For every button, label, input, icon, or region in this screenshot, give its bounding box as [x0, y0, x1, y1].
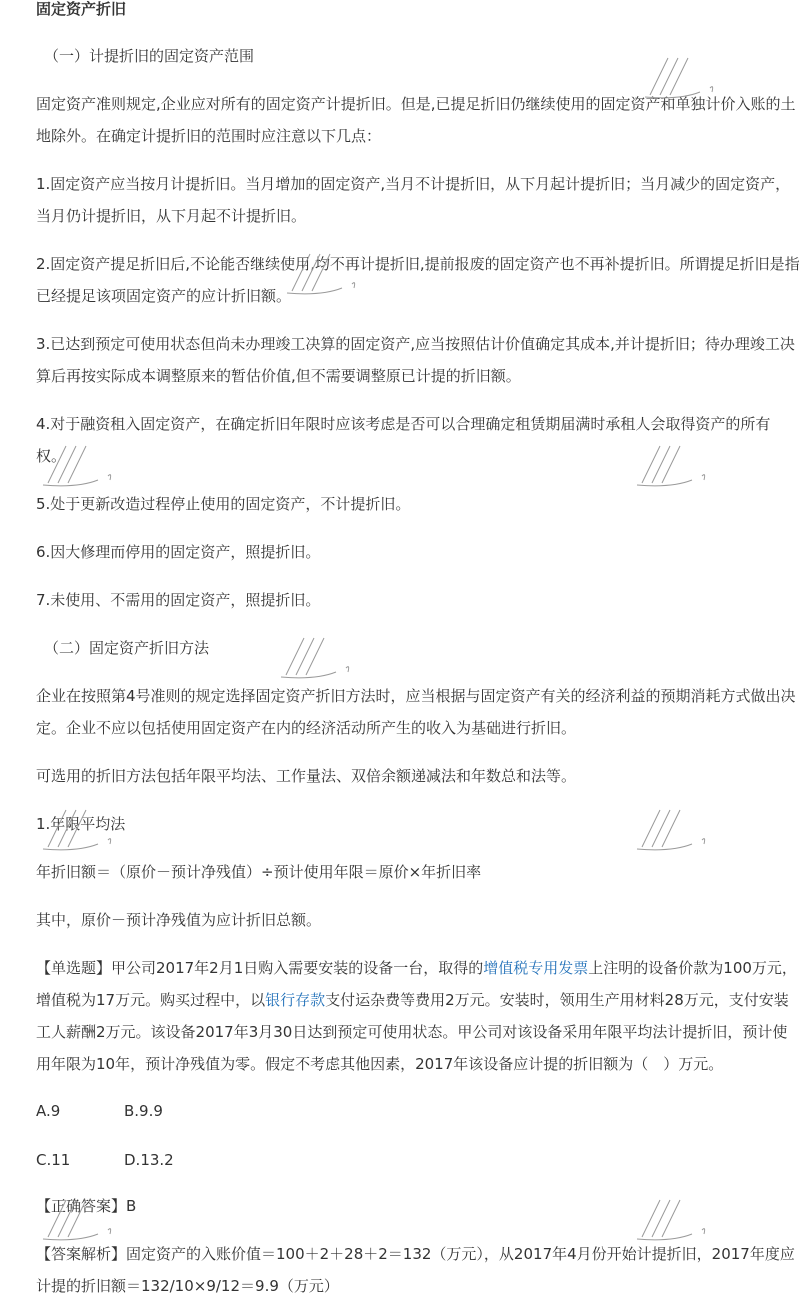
option-b: B.9.9 — [124, 1102, 163, 1120]
answer-explanation: 【答案解析】固定资产的入账价值＝100＋2＋28＋2＝132（万元），从2017年4月份开始计提折旧，2017年度应计提的折旧额＝132/10×9/12＝9.9（万元） — [36, 1245, 795, 1295]
intro-paragraph: 固定资产准则规定,企业应对所有的固定资产计提折旧。但是,已提足折旧仍继续使用的固定资产和单独计价入账的土地除外。在确定计提折旧的范围时应注意以下几点： — [36, 95, 796, 145]
question-text-2: 上注明的设备价款为100万元，增值税为17万元。购买过程中，以 — [36, 959, 797, 1009]
point-2: 2.固定资产提足折旧后,不论能否继续使用,均不再计提折旧,提前报废的固定资产也不再补提折旧。所谓提足折旧是指已经提足该项固定资产的应计折旧额。 — [36, 255, 800, 305]
option-d: D.13.2 — [124, 1151, 174, 1169]
section2-heading: （二）固定资产折旧方法 — [44, 639, 210, 657]
point-4: 4.对于融资租入固定资产，在确定折旧年限时应该考虑是否可以合理确定租赁期届满时承租人会取得资产的所有权。 — [36, 415, 771, 465]
point-6: 6.因大修理而停用的固定资产，照提折旧。 — [36, 543, 321, 561]
question-text-1: 【单选题】甲公司2017年2月1日购入需要安装的设备一台，取得的 — [36, 959, 484, 977]
question-text-3: 支付运杂费等费用2万元。安装时，领用生产用材料28万元，支付安装工人薪酬2万元。该设备2017年3月30日达到预定可使用状态。甲公司对该设备采用年限平均法计提折旧，预计使用年限为10年，预计净残值为零。假定不考虑其他因素，2017年该设备应计提的折旧额为（ ）万元。 — [36, 991, 789, 1073]
vat-invoice-link[interactable]: 增值税专用发票 — [483, 959, 589, 977]
point-1: 1.固定资产应当按月计提折旧。当月增加的固定资产,当月不计提折旧，从下月起计提折旧；当月减少的固定资产，当月仍计提折旧，从下月起不计提折旧。 — [36, 175, 791, 225]
point-5: 5.处于更新改造过程停止使用的固定资产，不计提折旧。 — [36, 495, 411, 513]
method1-heading: 1.年限平均法 — [36, 815, 126, 833]
methods-list-paragraph: 可选用的折旧方法包括年限平均法、工作量法、双倍余额递减法和年数总和法等。 — [36, 767, 577, 785]
option-a: A.9 — [36, 1102, 61, 1120]
section1-heading: （一）计提折旧的固定资产范围 — [44, 47, 255, 65]
point-3: 3.已达到预定可使用状态但尚未办理竣工决算的固定资产,应当按照估计价值确定其成本,并计提折旧；待办理竣工决算后再按实际成本调整原来的暂估价值,但不需要调整原已计提的折旧额。 — [36, 335, 795, 385]
page-title: 固定资产折旧 — [36, 0, 127, 18]
formula-note: 其中，原价－预计净残值为应计折旧总额。 — [36, 911, 322, 929]
correct-answer: 【正确答案】B — [36, 1197, 137, 1215]
point-7: 7.未使用、不需用的固定资产，照提折旧。 — [36, 591, 321, 609]
method-intro-paragraph: 企业在按照第4号准则的规定选择固定资产折旧方法时，应当根据与固定资产有关的经济利益的预期消耗方式做出决定。企业不应以包括使用固定资产在内的经济活动所产生的收入为基础进行折旧。 — [36, 687, 796, 737]
option-c: C.11 — [36, 1151, 71, 1169]
formula-line: 年折旧额＝（原价－预计净残值）÷预计使用年限＝原价×年折旧率 — [36, 863, 482, 881]
bank-deposit-link[interactable]: 银行存款 — [265, 991, 326, 1009]
question-paragraph — [36, 952, 800, 1080]
